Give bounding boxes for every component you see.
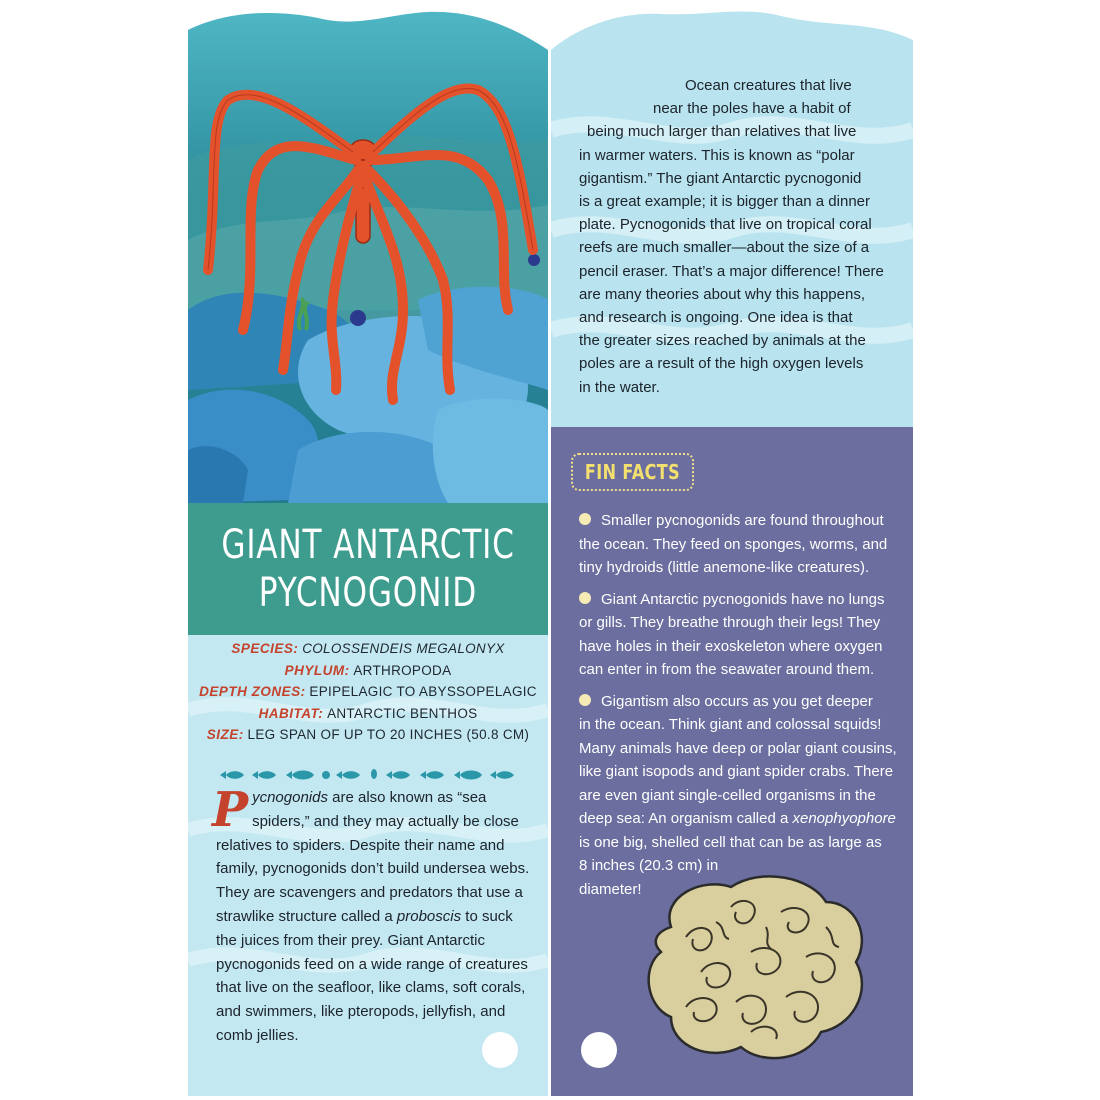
intro-line: plate. Pycnogonids that live on tropical coral [579, 216, 872, 234]
fin-facts-heading: FIN FACTS [584, 460, 680, 484]
fact-line: Smaller pycnogonids are found throughout [601, 512, 884, 529]
fact-item [579, 509, 899, 580]
fact-line: in the ocean. Think giant and colossal squids! [579, 716, 882, 733]
fact-line: have holes in their exoskeleton where oxygen [579, 637, 883, 655]
punch-hole [482, 1032, 518, 1068]
fact-line: like giant isopods and giant spider crabs. There [579, 763, 894, 780]
page-title-line1: GIANT ANTARCTIC [221, 522, 515, 568]
intro-line: gigantism.” The giant Antarctic pycnogonid [579, 169, 862, 187]
story-part2: to suck the juices from their prey. Giant Antarctic pycnogonids feed on a wide range of creatures that live on the seafloor, like clams, soft corals, and swimmers, like pteropods, jellyfish, and comb jellies. [216, 907, 528, 1044]
bullet-dot-icon [579, 513, 591, 525]
intro-line: reefs are much smaller—about the size of a [579, 239, 870, 257]
page-title-line2: PYCNOGONID [258, 570, 478, 616]
fact-line: diameter! [579, 880, 642, 898]
spec-label: HABITAT: [258, 705, 324, 721]
fact-line: Many animals have deep or polar giant cousins, [579, 739, 897, 757]
spec-label: SPECIES: [231, 641, 299, 656]
fact-line: or gills. They breathe through their legs! They [579, 614, 881, 631]
fin-facts-panel [551, 427, 913, 1096]
spec-habitat [188, 703, 548, 725]
xenophyophore-illustration [641, 867, 875, 1067]
intro-line: being much larger than relatives that live [587, 123, 857, 141]
story-term: proboscis [396, 907, 462, 925]
spec-value: EPIPELAGIC TO ABYSSOPELAGIC [309, 684, 537, 699]
fish-divider [218, 764, 518, 786]
fact-line: the ocean. They feed on sponges, worms, and [579, 535, 888, 553]
fin-facts-badge [571, 453, 694, 491]
intro-line: in the water. [579, 378, 660, 396]
fact-item [579, 588, 899, 682]
story-text [212, 782, 534, 1048]
bullet-dot-icon [579, 592, 591, 604]
fact-line: are even giant single-celled organisms in the [579, 786, 876, 804]
spec-depth-zones [188, 681, 548, 703]
bullet-dot-icon [579, 694, 591, 706]
left-card [188, 10, 548, 1096]
fact-line: is one big, shelled cell that can be as large as [579, 833, 882, 851]
intro-line: near the poles have a habit of [653, 100, 851, 118]
fact-line: tiny hydroids (little anemone-like creatures). [579, 559, 870, 576]
drop-cap: P [212, 782, 249, 838]
spec-phylum [188, 660, 548, 682]
fact-line: Giant Antarctic pycnogonids have no lungs [601, 590, 885, 608]
spec-label: DEPTH ZONES: [199, 684, 306, 699]
spec-label: SIZE: [206, 727, 244, 742]
intro-line: is a great example; it is bigger than a dinner [579, 193, 870, 211]
fact-term: xenophyophore [792, 810, 896, 827]
right-card [551, 10, 913, 1096]
spec-value: ARTHROPODA [353, 662, 452, 678]
intro-line: Ocean creatures that live [685, 77, 852, 94]
spec-value: LEG SPAN OF UP TO 20 INCHES (50.8 CM) [247, 727, 530, 742]
species-specs [188, 638, 548, 746]
punch-hole [581, 1032, 617, 1068]
spec-size [188, 724, 548, 746]
intro-text [579, 74, 889, 399]
fact-line: Gigantism also occurs as you get deeper [601, 692, 873, 710]
intro-line: in warmer waters. This is known as “polar [579, 146, 855, 164]
fact-text: deep sea: An organism called a [579, 810, 793, 827]
story-lead: ycnogonids [252, 789, 328, 806]
intro-line: poles are a result of the high oxygen levels [579, 355, 864, 373]
intro-line: and research is ongoing. One idea is that [579, 309, 853, 327]
title-band [188, 503, 548, 635]
intro-line: are many theories about why this happens, [579, 285, 866, 303]
spec-value: COLOSSENDEIS MEGALONYX [302, 641, 505, 656]
fact-line [579, 807, 899, 831]
spec-species [188, 638, 548, 660]
spec-value: ANTARCTIC BENTHOS [327, 705, 478, 721]
story-part1: are also known as “sea spiders,” and they may actually be close relatives to spiders. Despite their name and family, pycnogonids don’t build undersea webs. They are scavengers and predators that use a strawlike structure called a [216, 789, 530, 925]
fact-line: can enter in from the seawater around them. [579, 661, 875, 678]
fact-line: 8 inches (20.3 cm) in [579, 857, 719, 874]
fact-list [579, 509, 899, 909]
intro-line: pencil eraser. That’s a major difference! There [579, 262, 884, 280]
spec-label: PHYLUM: [284, 662, 350, 678]
intro-line: the greater sizes reached by animals at the [579, 332, 866, 350]
